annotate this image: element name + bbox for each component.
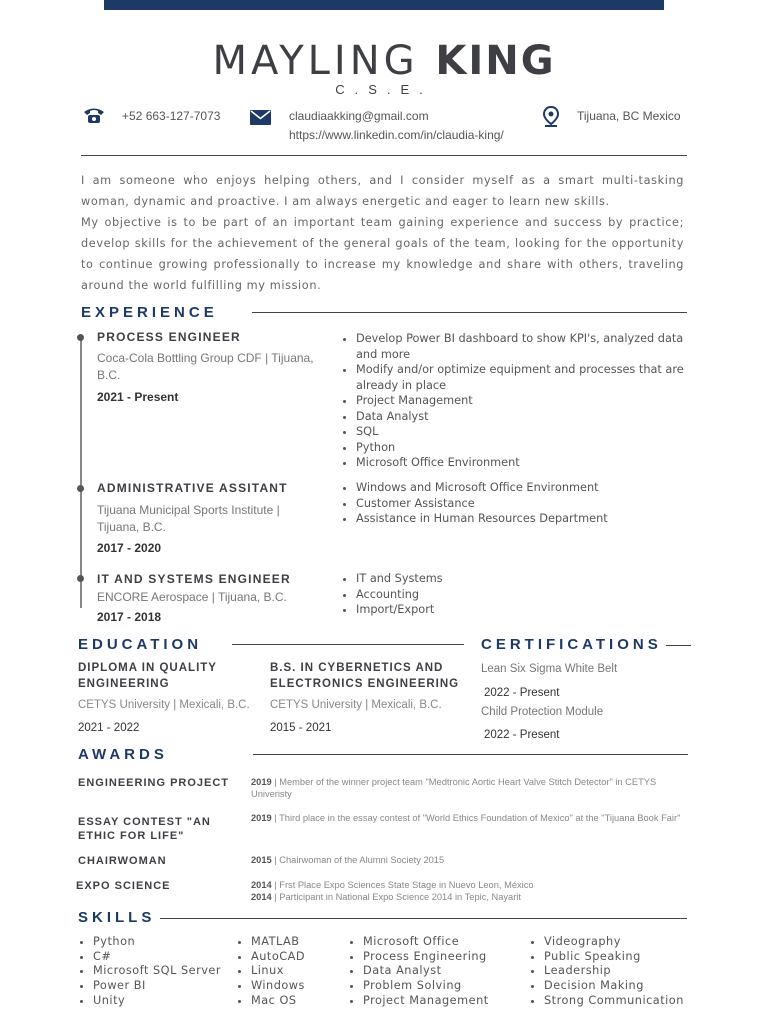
skill-item: • Data Analyst — [363, 964, 543, 979]
education-school: CETYS University | Mexicali, B.C. — [78, 699, 250, 711]
award-text: | Member of the winner project team "Medtronic Aortic Heart Valve Stitch Detector" in CETYS Univeristy — [251, 777, 657, 799]
skill-item: • Project Management — [363, 994, 543, 1009]
map-pin-icon — [542, 106, 560, 128]
list-item: • Project Management — [356, 393, 696, 409]
education-school: CETYS University | Mexicali, B.C. — [270, 699, 442, 711]
list-item: • Microsoft Office Environment — [356, 455, 696, 471]
award-text: | Frst Place Expo Sciences State Stage in Nuevo Leon, México — [271, 880, 534, 890]
list-item: • Data Analyst — [356, 409, 696, 425]
award-text: | Participant in National Expo Science 2014 in Tepic, Nayarit — [271, 892, 521, 902]
list-item: • IT and Systems — [356, 571, 696, 587]
job-company: Coca-Cola Bottling Group CDF | Tijuana, B.C. — [97, 351, 314, 382]
list-item: • Import/Export — [356, 602, 696, 618]
award-description — [251, 854, 691, 866]
award-entry — [251, 879, 691, 891]
experience-timeline — [80, 338, 82, 608]
skill-item: • Problem Solving — [363, 979, 543, 994]
profile-summary — [81, 170, 684, 296]
skill-item: • Videography — [544, 935, 724, 950]
skill-item: • Public Speaking — [544, 950, 724, 965]
education-title: DIPLOMA IN QUALITY ENGINEERING — [78, 662, 217, 690]
job-dates: 2021 - Present — [97, 390, 179, 404]
skill-item: • Linux — [251, 964, 361, 979]
job-title: ADMINISTRATIVE ASSITANT — [97, 481, 288, 495]
awards-heading: AWARDS — [78, 746, 168, 763]
award-description — [251, 776, 691, 800]
timeline-dot — [77, 334, 84, 341]
job-duties — [340, 331, 696, 471]
list-item: • Windows and Microsoft Office Environment — [356, 480, 696, 496]
skills-heading: SKILLS — [78, 909, 156, 926]
summary-paragraph: My objective is to be part of an important team gaining experience and success by practice; develop skills for the achievement of the general goals of the team, looking for the opportunity to continue growing professionally to increase my knowledge and share with others, traveling around the world fulfilling my mission. — [81, 216, 684, 292]
skill-item: • Decision Making — [544, 979, 724, 994]
skill-item: • Unity — [93, 994, 253, 1009]
certification-name: Lean Six Sigma White Belt — [481, 663, 618, 675]
experience-heading: EXPERIENCE — [81, 304, 218, 321]
award-title: ESSAY CONTEST "AN ETHIC FOR LIFE" — [78, 816, 211, 842]
skill-item: • Python — [93, 935, 253, 950]
education-dates: 2015 - 2021 — [270, 722, 332, 734]
experience-divider — [252, 312, 687, 313]
certification-dates: 2022 - Present — [484, 729, 560, 741]
skill-item: • C# — [93, 950, 253, 965]
timeline-dot — [77, 485, 84, 492]
job-title: PROCESS ENGINEER — [97, 330, 241, 344]
award-title: EXPO SCIENCE — [76, 880, 171, 892]
skill-item: • MATLAB — [251, 935, 361, 950]
envelope-icon — [250, 110, 271, 125]
award-text: | Chairwoman of the Alumni Society 2015 — [271, 855, 445, 865]
skill-item: • Process Engineering — [363, 950, 543, 965]
awards-divider — [253, 754, 688, 755]
list-item: • Develop Power BI dashboard to show KPI's, analyzed data and more — [356, 331, 696, 362]
award-year: 2019 — [251, 777, 272, 787]
award-year: 2014 — [251, 880, 272, 890]
award-year: 2015 — [251, 855, 272, 865]
education-divider — [232, 644, 464, 645]
skill-item: • Windows — [251, 979, 361, 994]
skills-divider — [160, 918, 687, 919]
phone-number: +52 663-127-7073 — [122, 109, 221, 123]
list-item: • Assistance in Human Resources Department — [356, 511, 696, 527]
award-title: CHAIRWOMAN — [78, 855, 167, 867]
job-duties — [340, 480, 696, 527]
certification-dates: 2022 - Present — [484, 687, 560, 699]
job-company: ENCORE Aerospace | Tijuana, B.C. — [97, 590, 287, 604]
list-item: • SQL — [356, 424, 696, 440]
job-title: IT AND SYSTEMS ENGINEER — [97, 572, 291, 586]
job-dates: 2017 - 2020 — [97, 541, 162, 555]
award-year: 2019 — [251, 813, 272, 823]
list-item: • Modify and/or optimize equipment and processes that are already in place — [356, 362, 696, 393]
award-text: | Third place in the essay contest of "World Ethics Foundation of Mexico" at the "Tijuana Book Fair" — [271, 813, 681, 823]
skill-item: • Microsoft SQL Server — [93, 964, 253, 979]
skill-item: • Mac OS — [251, 994, 361, 1009]
certifications-heading: CERTIFICATIONS — [481, 636, 662, 653]
job-duties — [340, 571, 696, 618]
certification-name: Child Protection Module — [481, 706, 604, 718]
list-item: • Customer Assistance — [356, 496, 696, 512]
timeline-dot — [77, 575, 84, 582]
summary-paragraph: I am someone who enjoys helping others, and I consider myself as a smart multi-tasking woman, dynamic and proactive. I am always energetic and eager to learn new skills. — [81, 174, 684, 208]
skills-column — [528, 935, 724, 1009]
skill-item: • Strong Communication — [544, 994, 724, 1009]
skills-column — [347, 935, 543, 1009]
linkedin-link[interactable]: https://www.linkedin.com/in/claudia-king/ — [289, 128, 504, 142]
first-name: MAYLING — [212, 38, 419, 84]
top-accent-bar — [104, 0, 664, 10]
job-company: Tijuana Municipal Sports Institute | Tijuana, B.C. — [97, 503, 280, 534]
last-name: KING — [435, 38, 556, 84]
education-heading: EDUCATION — [78, 636, 203, 653]
skill-item: • Power BI — [93, 979, 253, 994]
header-divider — [81, 155, 687, 156]
credential: C.S.E. — [335, 82, 433, 97]
award-description — [251, 879, 691, 903]
job-dates: 2017 - 2018 — [97, 610, 162, 624]
list-item: • Python — [356, 440, 696, 456]
certifications-divider — [666, 645, 691, 646]
location: Tijuana, BC Mexico — [577, 109, 681, 123]
candidate-name — [0, 38, 768, 84]
skills-column — [235, 935, 361, 1009]
award-description — [251, 812, 691, 824]
award-entry — [251, 891, 691, 903]
skill-item: • Microsoft Office — [363, 935, 543, 950]
skill-item: • Leadership — [544, 964, 724, 979]
education-dates: 2021 - 2022 — [78, 722, 140, 734]
skill-item: • AutoCAD — [251, 950, 361, 965]
phone-icon — [82, 106, 106, 124]
skills-column — [77, 935, 253, 1009]
list-item: • Accounting — [356, 587, 696, 603]
award-title: ENGINEERING PROJECT — [78, 777, 230, 789]
email-link[interactable]: claudiaakking@gmail.com — [289, 109, 429, 123]
award-year: 2014 — [251, 892, 272, 902]
education-title: B.S. IN CYBERNETICS AND ELECTRONICS ENGINEERING — [270, 662, 460, 690]
